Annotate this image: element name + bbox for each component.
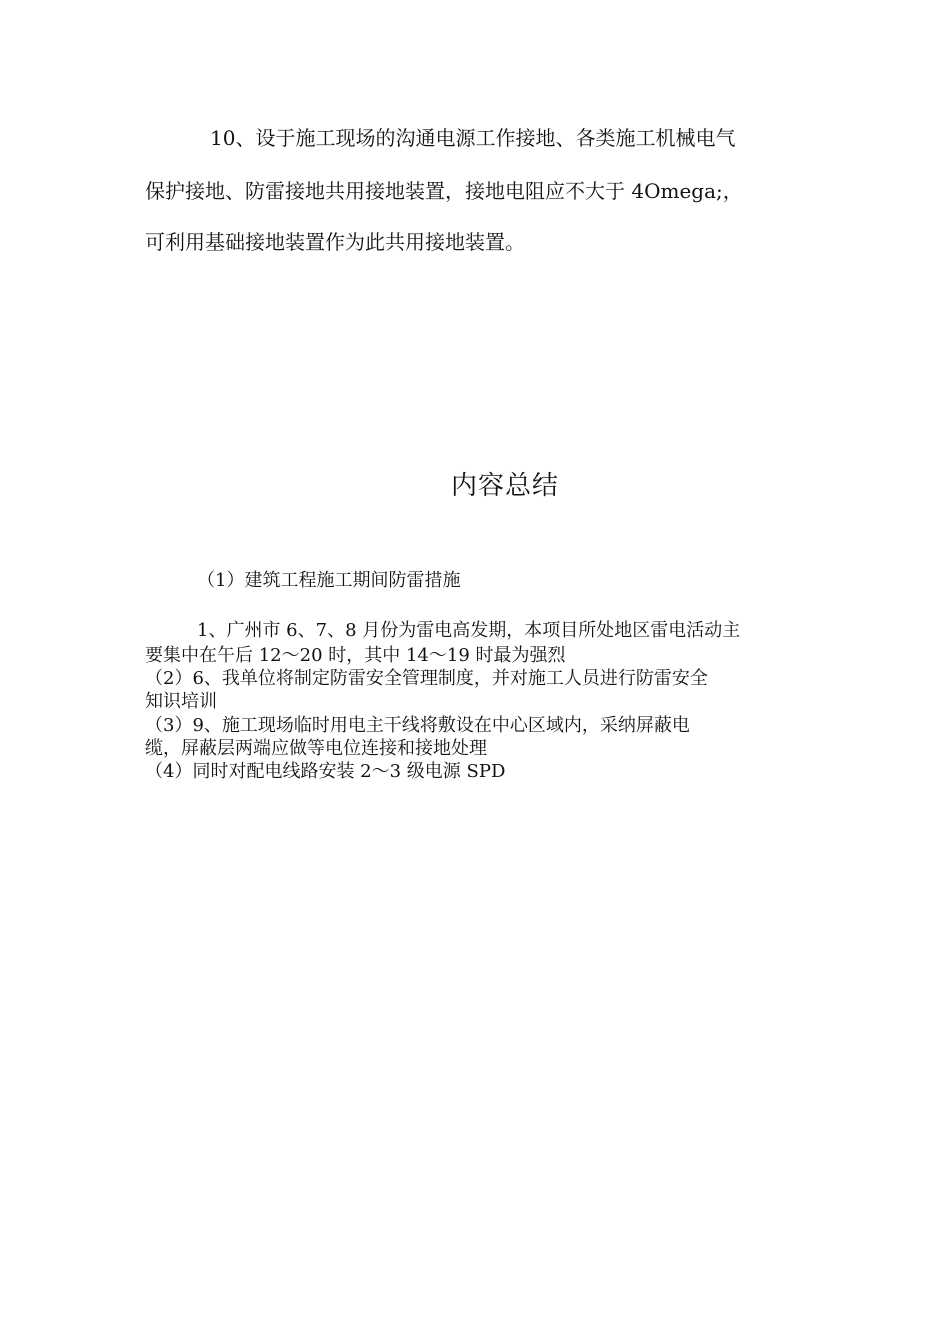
summary-line: （1）建筑工程施工期间防雷措施 (197, 570, 461, 591)
summary-line: 知识培训 (145, 691, 217, 712)
summary-title: 内容总结 (450, 471, 559, 501)
summary-line: 缆，屏蔽层两端应做等电位连接和接地处理 (145, 738, 487, 759)
paragraph-line: 10、设于施工现场的沟通电源工作接地、各类施工机械电气 (210, 126, 736, 150)
summary-line: （3）9、施工现场临时用电主干线将敷设在中心区域内，采纳屏蔽电 (145, 715, 690, 736)
summary-line: 1、广州市 6、7、8 月份为雷电高发期，本项目所处地区雷电活动主 (197, 620, 741, 641)
paragraph-line: 可利用基础接地装置作为此共用接地装置。 (145, 230, 525, 254)
summary-line: 要集中在午后 12～20 时，其中 14～19 时最为强烈 (145, 645, 566, 666)
summary-line: （2）6、我单位将制定防雷安全管理制度，并对施工人员进行防雷安全 (145, 668, 708, 689)
paragraph-line: 保护接地、防雷接地共用接地装置，接地电阻应不大于 4Omega;， (145, 179, 743, 203)
summary-line: （4）同时对配电线路安装 2～3 级电源 SPD (145, 761, 506, 782)
